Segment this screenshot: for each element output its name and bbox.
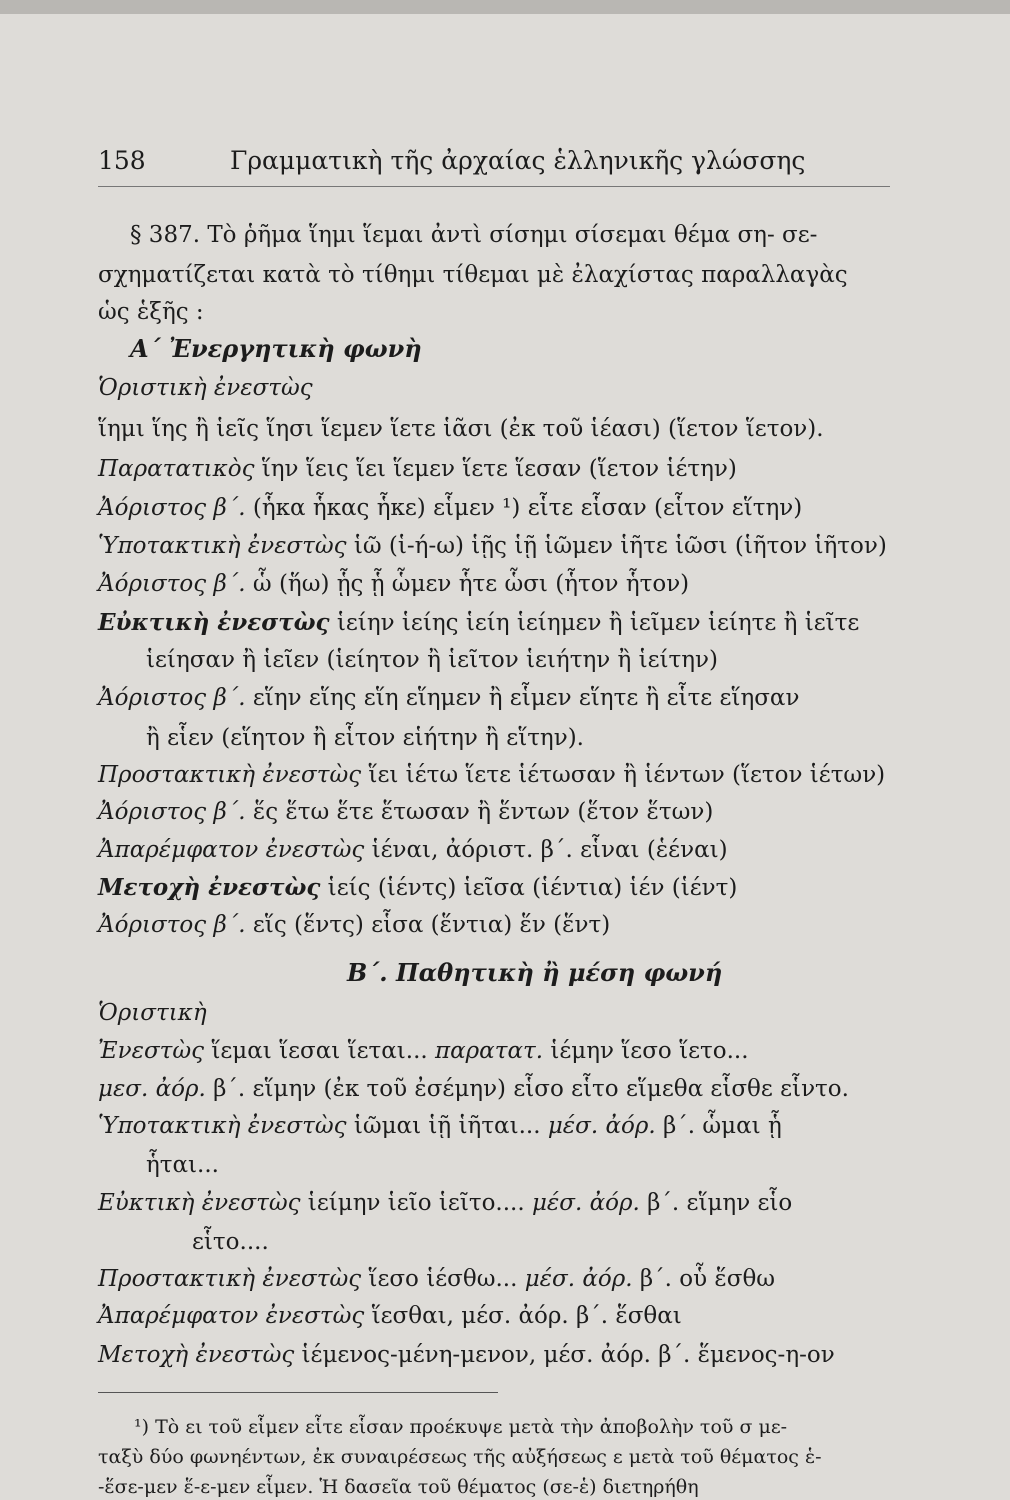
- line-text: ἵει ἱέτω ἵετε ἱέτωσαν ἢ ἱέντων (ἵετον ἱέτων): [361, 762, 886, 788]
- paradigm-line: [98, 1111, 782, 1141]
- paradigm-line: [98, 493, 802, 523]
- line-text: ἕς ἕτω ἕτε ἕτωσαν ἢ ἕντων (ἕτον ἕτων): [245, 799, 714, 825]
- line-text: β΄. εἵμην (ἐκ τοῦ ἐσέμην) εἷσο εἷτο εἵμεθα εἷσθε εἷντο.: [205, 1076, 849, 1102]
- paradigm-line: [98, 373, 313, 403]
- paradigm-line: [98, 1188, 792, 1218]
- section-b-heading: Β΄. Παθητικὴ ἢ μέση φωνή: [347, 958, 723, 987]
- intro-line: § 387. Τὸ ῥῆμα ἵημι ἵεμαι ἀντὶ σίσημι σίσεμαι θέμα ση- σε-: [130, 222, 818, 248]
- paradigm-line: [146, 645, 718, 675]
- line-label-2: μέσ. ἀόρ.: [531, 1190, 640, 1216]
- paradigm-line: [98, 1301, 682, 1331]
- line-label: Προστακτικὴ ἐνεστὼς: [98, 762, 362, 788]
- line-text: εἵς (ἕντς) εἷσα (ἕντια) ἕν (ἕντ): [245, 912, 611, 938]
- paradigm-line: [192, 1227, 269, 1257]
- line-label: Ὑποτακτικὴ ἐνεστὼς: [98, 533, 347, 559]
- line-text: ἱῶ (ἱ-ή-ω) ἱῇς ἱῇ ἱῶμεν ἱῆτε ἱῶσι (ἱῆτον ἱῆτον): [346, 533, 887, 559]
- line-label: Μετοχὴ ἐνεστὼς: [98, 1342, 295, 1368]
- paradigm-line: [98, 608, 859, 638]
- line-text: εἷτο....: [192, 1229, 269, 1255]
- line-text-2: β΄. οὗ ἕσθω: [632, 1266, 776, 1292]
- line-label: Μετοχὴ ἐνεστὼς: [98, 874, 321, 901]
- line-label: Ἀόριστος β΄.: [98, 912, 246, 938]
- scan-top-edge: [0, 0, 1010, 14]
- paradigm-line: [98, 454, 737, 484]
- page-number: 158: [98, 146, 146, 175]
- line-text-2: ἱέμην ἵεσο ἵετο...: [543, 1038, 749, 1064]
- header-rule: [98, 186, 890, 187]
- line-label-2: μέσ. ἀόρ.: [547, 1113, 656, 1139]
- line-text: ἱέμενος-μένη-μενον, μέσ. ἀόρ. β΄. ἕμενος-η-ον: [294, 1342, 835, 1368]
- line-text: ἢ εἷεν (εἵητον ἢ εἷτον εἱήτην ἢ εἵτην).: [146, 725, 584, 751]
- line-text: ἵημι ἵης ἢ ἱεῖς ἵησι ἵεμεν ἵετε ἱᾶσι (ἐκ τοῦ ἱέασι) (ἵετον ἵετον).: [98, 416, 824, 442]
- paradigm-line: [98, 835, 728, 865]
- paradigm-line: [98, 683, 799, 713]
- footnote-line: ¹) Τὸ ει τοῦ εἷμεν εἷτε εἷσαν προέκυψε μετὰ τὴν ἀποβολὴν τοῦ σ με-: [134, 1416, 788, 1438]
- paradigm-line: [98, 797, 713, 827]
- line-text: ἱῶμαι ἱῇ ἱῆται...: [346, 1113, 548, 1139]
- line-label: μεσ. ἀόρ.: [98, 1076, 206, 1102]
- line-label: Ἀόριστος β΄.: [98, 685, 246, 711]
- footnote-line: -ἕσε-μεν ἕ-ε-μεν εἷμεν. Ἡ δασεῖα τοῦ θέματος (σε-ἑ) διετηρήθη: [98, 1476, 699, 1498]
- line-label: Παρατατικὸς: [98, 456, 255, 482]
- intro-line: ὡς ἑξῆς :: [98, 299, 204, 325]
- paradigm-line: [98, 998, 207, 1028]
- line-label: Προστακτικὴ ἐνεστὼς: [98, 1266, 362, 1292]
- line-label: Ἀόριστος β΄.: [98, 571, 246, 597]
- footnote-line: ταξὺ δύο φωνηέντων, ἐκ συναιρέσεως τῆς αὐξήσεως ε μετὰ τοῦ θέματος ἑ-: [98, 1446, 822, 1468]
- line-text: ἧται...: [146, 1152, 219, 1178]
- running-title: Γραμματικὴ τῆς ἀρχαίας ἑλληνικῆς γλώσσης: [230, 146, 806, 175]
- line-label: Ἀόριστος β΄.: [98, 495, 246, 521]
- line-label: Εὐκτικὴ ἐνεστὼς: [98, 1190, 301, 1216]
- line-label-2: παρατατ.: [435, 1038, 544, 1064]
- paradigm-line: [98, 1340, 835, 1370]
- line-text-2: β΄. εἵμην εἷο: [639, 1190, 793, 1216]
- paradigm-line: [98, 1074, 849, 1104]
- line-text: ἵην ἵεις ἵει ἵεμεν ἵετε ἵεσαν (ἵετον ἱέτην): [254, 456, 737, 482]
- line-text: ἵεσο ἱέσθω...: [361, 1266, 525, 1292]
- line-text-2: β΄. ὧμαι ᾗ: [655, 1113, 782, 1139]
- line-text: ἱείην ἱείης ἱείη ἱείημεν ἢ ἱεῖμεν ἱείητε ἢ ἱεῖτε: [329, 610, 860, 636]
- paradigm-line: [98, 569, 689, 599]
- paradigm-line: [98, 910, 610, 940]
- line-label: Ἀπαρέμφατον ἐνεστὼς: [98, 837, 365, 863]
- line-label: Ὁριστικὴ ἐνεστὼς: [98, 375, 313, 401]
- paradigm-line: [98, 760, 885, 790]
- line-text: ἱείμην ἱεῖο ἱεῖτο....: [300, 1190, 532, 1216]
- line-label: Ἀόριστος β΄.: [98, 799, 246, 825]
- line-label: Ἐνεστὼς: [98, 1038, 205, 1064]
- line-label: Εὐκτικὴ ἐνεστὼς: [98, 609, 330, 636]
- page-header: [98, 146, 898, 180]
- paradigm-line: [98, 1264, 775, 1294]
- line-label: Ἀπαρέμφατον ἐνεστὼς: [98, 1303, 365, 1329]
- paradigm-line: [98, 873, 737, 903]
- line-label: Ὑποτακτικὴ ἐνεστὼς: [98, 1113, 347, 1139]
- line-text: ἵεμαι ἵεσαι ἵεται...: [204, 1038, 436, 1064]
- paradigm-line: [98, 414, 824, 444]
- line-text: ὧ (ἥω) ᾗς ᾗ ὧμεν ἧτε ὧσι (ἧτον ἧτον): [245, 571, 690, 597]
- line-text: ἱέναι, ἀόριστ. β΄. εἷναι (ἑέναι): [364, 837, 728, 863]
- line-text: (ἧκα ἧκας ἧκε) εἷμεν ¹) εἷτε εἷσαν (εἷτον εἵτην): [245, 495, 803, 521]
- paradigm-line: [146, 723, 584, 753]
- line-label-2: μέσ. ἀόρ.: [524, 1266, 633, 1292]
- intro-line: σχηματίζεται κατὰ τὸ τίθημι τίθεμαι μὲ ἐλαχίστας παραλλαγὰς: [98, 262, 848, 288]
- section-a-heading: Α΄ Ἐνεργητικὴ φωνὴ: [130, 334, 422, 363]
- line-text: ἱείησαν ἢ ἱεῖεν (ἱείητον ἢ ἱεῖτον ἱειήτην ἢ ἱείτην): [146, 647, 719, 673]
- line-text: ἵεσθαι, μέσ. ἀόρ. β΄. ἕσθαι: [364, 1303, 682, 1329]
- line-text: εἵην εἵης εἵη εἵημεν ἢ εἷμεν εἵητε ἢ εἷτε εἵησαν: [245, 685, 800, 711]
- line-label: Ὁριστικὴ: [98, 1000, 207, 1026]
- paradigm-line: [98, 531, 887, 561]
- paradigm-line: [146, 1150, 219, 1180]
- paradigm-line: [98, 1036, 749, 1066]
- line-text: ἱείς (ἱέντς) ἱεῖσα (ἱέντια) ἱέν (ἱέντ): [320, 875, 738, 901]
- footnote-rule: [98, 1392, 498, 1393]
